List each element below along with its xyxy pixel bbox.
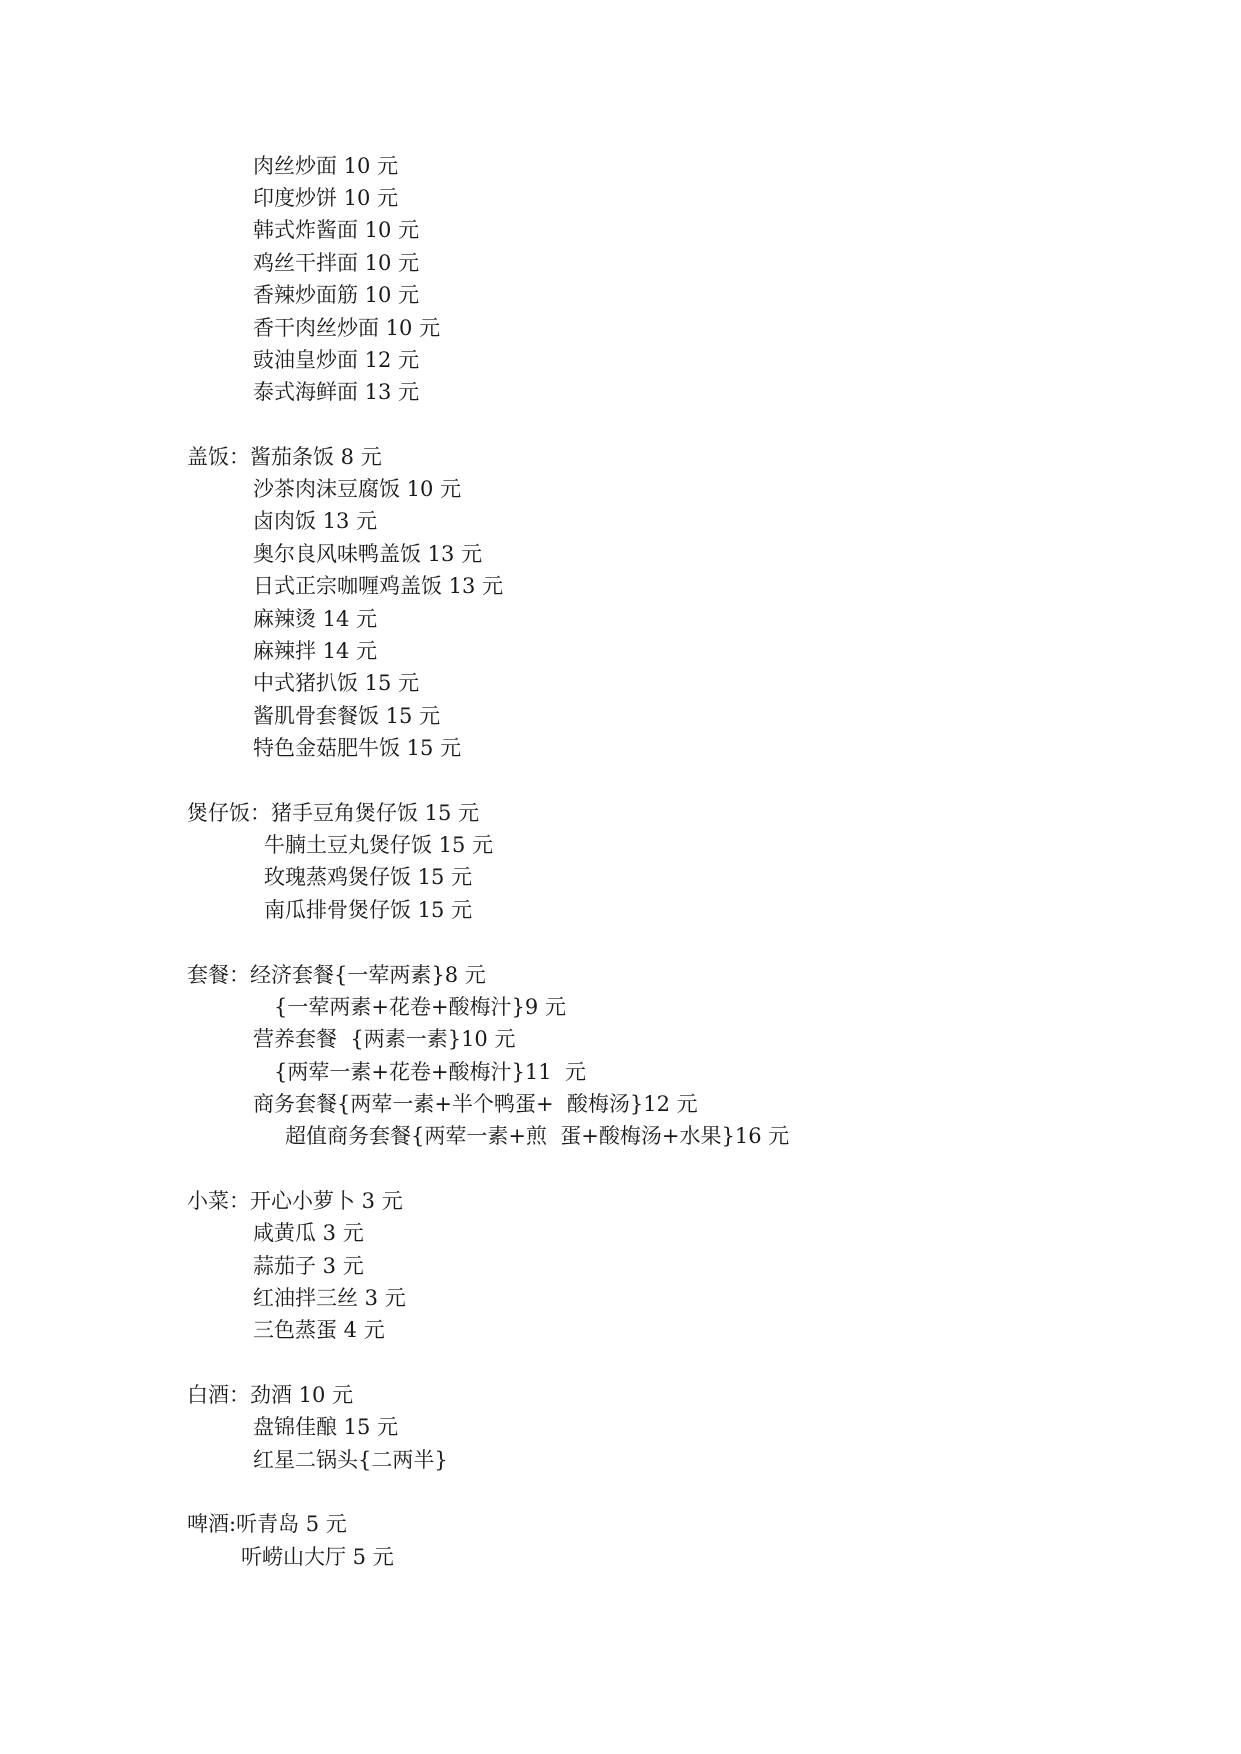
menu-line: 听崂山大厅 5 元 [241,1545,394,1569]
menu-line: 盘锦佳酿 15 元 [253,1415,399,1439]
section-side-dish: 小菜：开心小萝卜 3 元 [187,1189,403,1213]
menu-line: 三色蒸蛋 4 元 [253,1318,385,1342]
menu-line: 麻辣烫 14 元 [253,607,378,631]
menu-line: 蒜茄子 3 元 [253,1254,364,1278]
menu-line: 豉油皇炒面 12 元 [253,348,420,372]
section-liquor: 白酒：劲酒 10 元 [187,1383,354,1407]
menu-line: {一荤两素+花卷+酸梅汁}9 元 [274,995,566,1019]
menu-line: 泰式海鲜面 13 元 [253,380,420,404]
menu-line: 卤肉饭 13 元 [253,509,378,533]
menu-line: 玫瑰蒸鸡煲仔饭 15 元 [264,865,473,889]
menu-line: 麻辣拌 14 元 [253,639,378,663]
section-rice-bowl: 盖饭：酱茄条饭 8 元 [187,445,382,469]
menu-line: 商务套餐{两荤一素+半个鸭蛋+ 酸梅汤}12 元 [253,1092,698,1116]
menu-line: 香干肉丝炒面 10 元 [253,316,441,340]
section-beer: 啤酒:听青岛 5 元 [187,1512,347,1536]
menu-line: 超值商务套餐{两荤一素+煎 蛋+酸梅汤+水果}16 元 [285,1124,790,1148]
menu-line: 中式猪扒饭 15 元 [253,671,420,695]
menu-line: 南瓜排骨煲仔饭 15 元 [264,898,473,922]
section-set-meal: 套餐：经济套餐{一荤两素}8 元 [187,963,486,987]
menu-line: 营养套餐 {两素一素}10 元 [253,1027,516,1051]
menu-line: {两荤一素+花卷+酸梅汁}11 元 [274,1060,586,1084]
menu-line: 印度炒饼 10 元 [253,186,399,210]
menu-line: 鸡丝干拌面 10 元 [253,251,420,275]
menu-line: 牛腩土豆丸煲仔饭 15 元 [264,833,494,857]
menu-line: 酱肌骨套餐饭 15 元 [253,704,441,728]
menu-line: 奥尔良风味鸭盖饭 13 元 [253,542,483,566]
menu-line: 日式正宗咖喱鸡盖饭 13 元 [253,574,504,598]
menu-line: 香辣炒面筋 10 元 [253,283,420,307]
menu-line: 肉丝炒面 10 元 [253,154,399,178]
menu-line: 韩式炸酱面 10 元 [253,218,420,242]
menu-line: 红油拌三丝 3 元 [253,1286,406,1310]
menu-line: 咸黄瓜 3 元 [253,1221,364,1245]
menu-line: 红星二锅头{二两半} [253,1448,448,1472]
menu-line: 特色金菇肥牛饭 15 元 [253,736,462,760]
menu-line: 沙茶肉沫豆腐饭 10 元 [253,477,462,501]
section-claypot-rice: 煲仔饭：猪手豆角煲仔饭 15 元 [187,801,480,825]
